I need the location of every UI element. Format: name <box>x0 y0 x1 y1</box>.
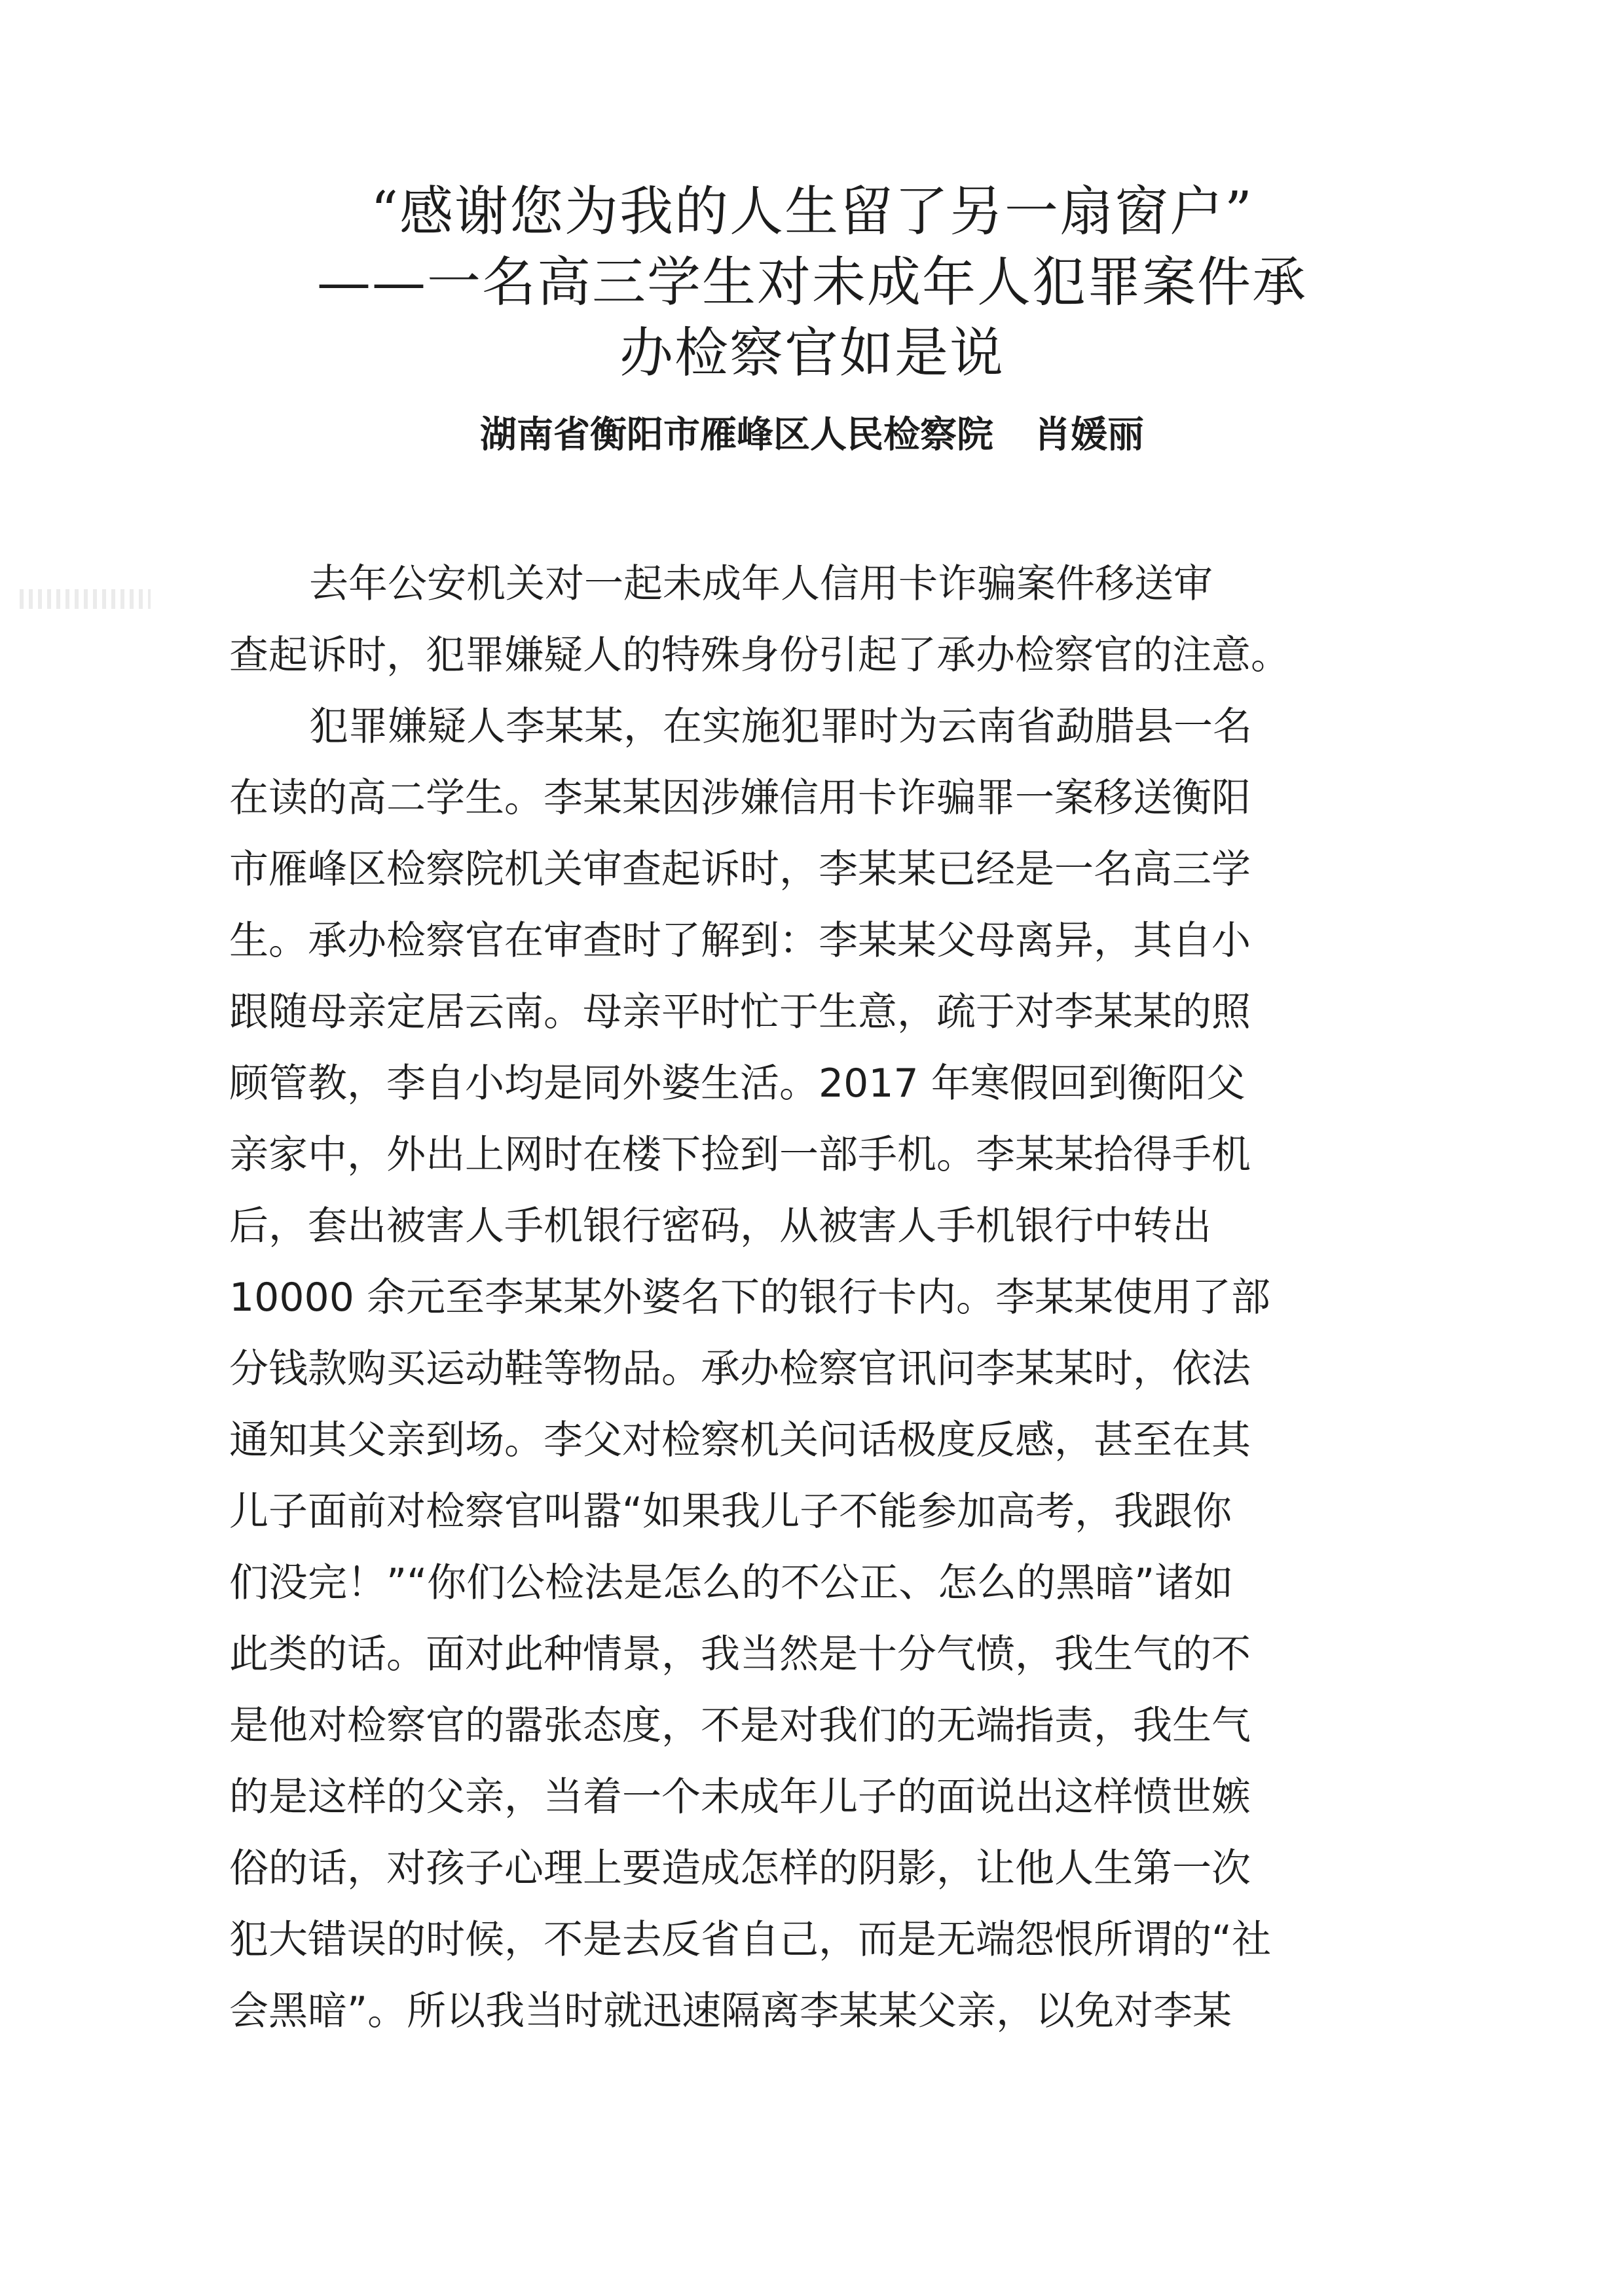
text-line: 10000 余元至李某某外婆名下的银行卡内。李某某使用了部 <box>229 1275 1270 1321</box>
text-line: 犯罪嫌疑人李某某，在实施犯罪时为云南省勐腊县一名 <box>309 704 1252 750</box>
author-byline <box>223 409 1401 462</box>
text-line: 顾管教，李自小均是同外婆生活。2017 年寒假回到衡阳父 <box>229 1061 1246 1106</box>
text-line: 查起诉时，犯罪嫌疑人的特殊身份引起了承办检察官的注意。 <box>229 632 1290 678</box>
paragraph-2 <box>229 691 1382 2047</box>
text-line: 后，套出被害人手机银行密码，从被害人手机银行中转出 <box>229 1203 1211 1249</box>
article-title <box>223 177 1401 389</box>
text-line: 是他对检察官的嚣张态度，不是对我们的无端指责，我生气 <box>229 1703 1251 1749</box>
text-line: 生。承办检察官在审查时了解到：李某某父母离异，其自小 <box>229 918 1251 964</box>
text-line: 在读的高二学生。李某某因涉嫌信用卡诈骗罪一案移送衡阳 <box>229 775 1251 821</box>
text-line: 亲家中，外出上网时在楼下捡到一部手机。李某某拾得手机 <box>229 1132 1251 1178</box>
article-body <box>229 549 1382 2047</box>
text-line: 此类的话。面对此种情景，我当然是十分气愤，我生气的不 <box>229 1631 1251 1677</box>
text-line: 会黑暗”。所以我当时就迅速隔离李某某父亲，以免对李某 <box>229 1988 1232 2034</box>
text-line: 分钱款购买运动鞋等物品。承办检察官讯问李某某时，依法 <box>229 1346 1251 1392</box>
text-line: 跟随母亲定居云南。母亲平时忙于生意，疏于对李某某的照 <box>229 989 1251 1035</box>
text-line: 去年公安机关对一起未成年人信用卡诈骗案件移送审 <box>309 561 1213 607</box>
text-line: 通知其父亲到场。李父对检察机关问话极度反感，甚至在其 <box>229 1417 1251 1463</box>
title-line-2: ——一名高三学生对未成年人犯罪案件承 <box>316 251 1307 314</box>
text-line: 们没完！”“你们公检法是怎么的不公正、怎么的黑暗”诸如 <box>229 1560 1234 1606</box>
title-line-3: 办检察官如是说 <box>619 322 1005 384</box>
author-name: 肖媛丽 <box>1034 414 1144 456</box>
paragraph-1 <box>229 549 1382 691</box>
text-line: 的是这样的父亲，当着一个未成年儿子的面说出这样愤世嫉 <box>229 1774 1251 1820</box>
title-line-1: “感谢您为我的人生留了另一扇窗户” <box>371 181 1253 243</box>
author-organization: 湖南省衡阳市雁峰区人民检察院 <box>480 414 993 456</box>
text-line: 市雁峰区检察院机关审查起诉时，李某某已经是一名高三学 <box>229 847 1251 892</box>
text-line: 儿子面前对检察官叫嚣“如果我儿子不能参加高考，我跟你 <box>229 1489 1232 1535</box>
text-line: 俗的话，对孩子心理上要造成怎样的阴影，让他人生第一次 <box>229 1846 1251 1891</box>
scan-artifact <box>20 589 151 609</box>
text-line: 犯大错误的时候，不是去反省自己，而是无端怨恨所谓的“社 <box>229 1917 1272 1963</box>
